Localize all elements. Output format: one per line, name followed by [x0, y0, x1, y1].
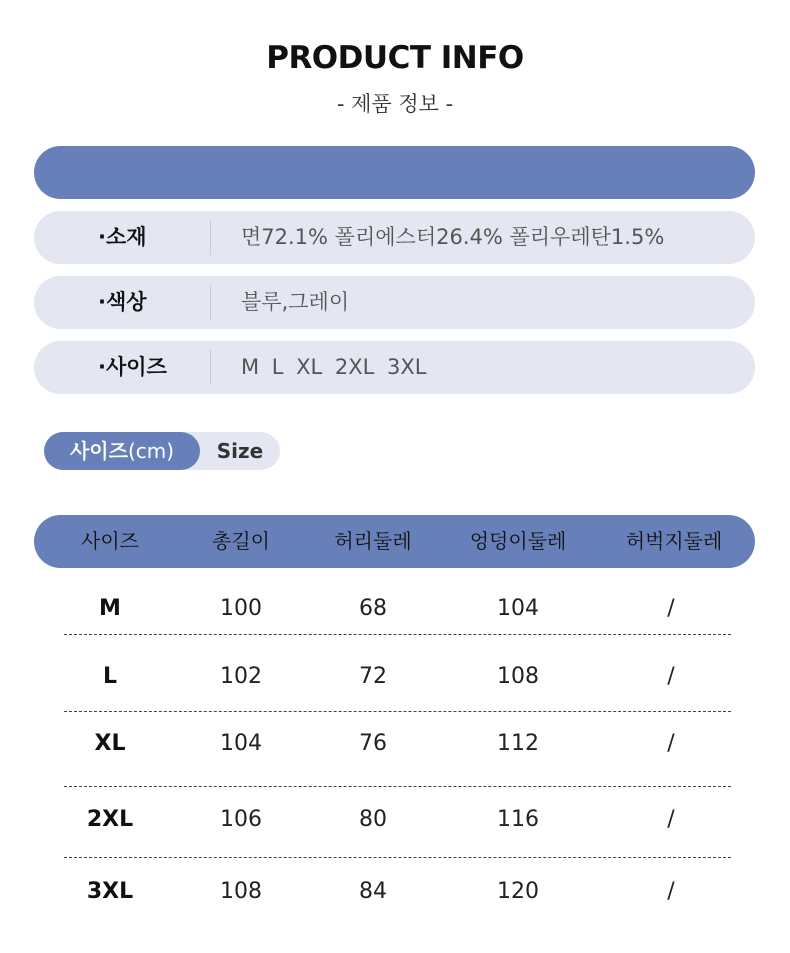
cell-waist: 68: [359, 596, 387, 621]
cell-size: 2XL: [86, 807, 134, 832]
column-header-hip: 엉덩이둘레: [469, 529, 567, 553]
cell-waist: 80: [359, 807, 387, 832]
cell-thigh: /: [667, 731, 675, 756]
cell-total-length: 106: [220, 807, 262, 832]
cell-waist: 84: [359, 879, 387, 904]
cell-total-length: 102: [220, 664, 262, 689]
size-cm-tab-unit: (cm): [127, 439, 175, 463]
info-value-material: 면72.1% 폴리에스터26.4% 폴리우레탄1.5%: [241, 225, 665, 249]
info-row-size: [34, 341, 755, 394]
row-divider: [64, 634, 731, 635]
cell-hip: 120: [497, 879, 539, 904]
info-label-material: ·소재: [98, 225, 147, 249]
info-divider: [210, 350, 211, 385]
info-divider: [210, 285, 211, 320]
row-divider: [64, 786, 731, 787]
cell-waist: 76: [359, 731, 387, 756]
info-row-color: [34, 276, 755, 329]
cell-size: XL: [94, 731, 126, 756]
size-cm-tab[interactable]: [44, 432, 200, 470]
info-row-material: [34, 211, 755, 264]
cell-hip: 116: [497, 807, 539, 832]
cell-thigh: /: [667, 879, 675, 904]
row-divider: [64, 857, 731, 858]
row-divider: [64, 711, 731, 712]
cell-size: 3XL: [86, 879, 134, 904]
cell-hip: 108: [497, 664, 539, 689]
size-cm-tab-label: 사이즈: [69, 439, 128, 463]
section-banner: [34, 146, 755, 199]
size-en-tab[interactable]: Size: [216, 439, 264, 463]
info-value-size: M L XL 2XL 3XL: [241, 355, 427, 379]
column-header-waist: 허리둘레: [334, 529, 412, 553]
size-unit-toggle: [44, 432, 280, 470]
column-header-total-length: 총길이: [212, 529, 270, 553]
cell-total-length: 100: [220, 596, 262, 621]
cell-size: L: [102, 664, 118, 689]
info-value-color: 블루,그레이: [241, 290, 350, 314]
column-header-thigh: 허벅지둘레: [625, 529, 723, 553]
column-header-size: 사이즈: [81, 529, 139, 553]
cell-total-length: 104: [220, 731, 262, 756]
info-label-color: ·색상: [98, 290, 147, 314]
page-title: PRODUCT INFO: [266, 40, 524, 76]
info-divider: [210, 220, 211, 255]
cell-hip: 104: [497, 596, 539, 621]
cell-total-length: 108: [220, 879, 262, 904]
cell-size: M: [99, 596, 121, 621]
page-subtitle: - 제품 정보 -: [336, 92, 454, 116]
info-label-size: ·사이즈: [98, 355, 167, 379]
cell-waist: 72: [359, 664, 387, 689]
cell-thigh: /: [667, 807, 675, 832]
cell-hip: 112: [497, 731, 539, 756]
cell-thigh: /: [667, 596, 675, 621]
cell-thigh: /: [667, 664, 675, 689]
size-table-header: [34, 515, 755, 568]
